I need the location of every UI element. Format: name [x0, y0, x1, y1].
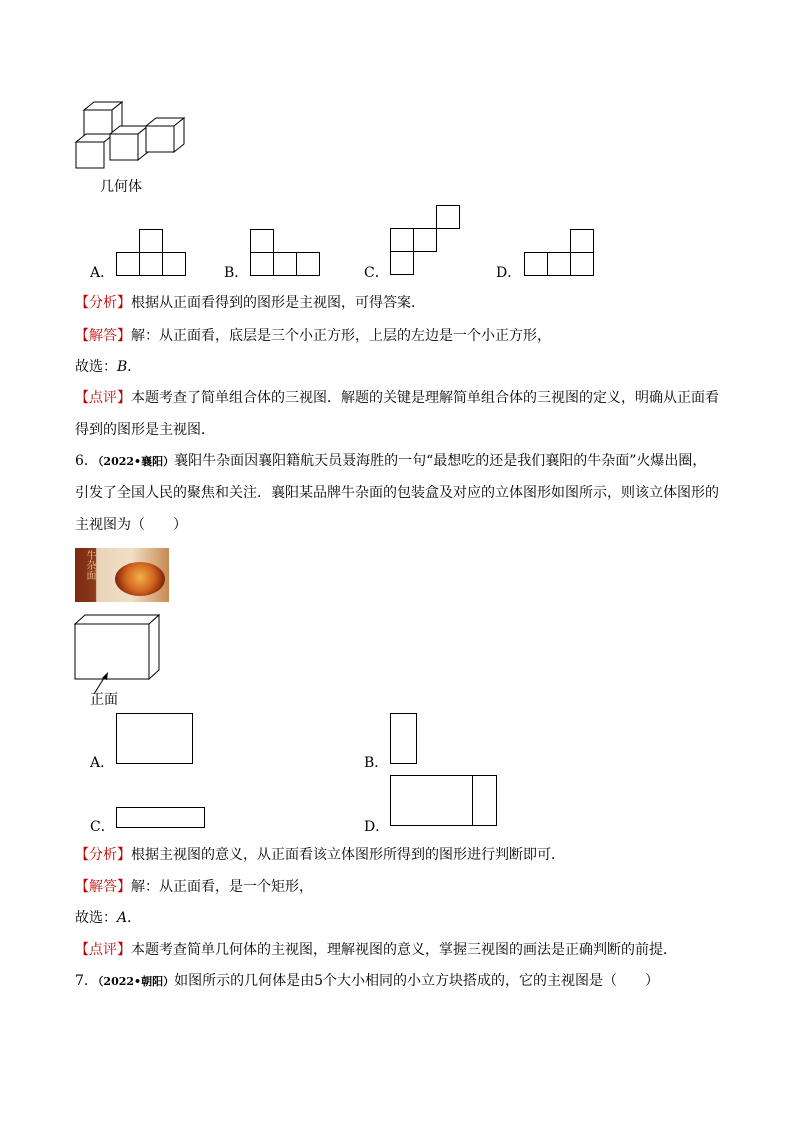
figure-caption: 几何体 — [100, 179, 142, 195]
choice-suffix: ． — [127, 910, 142, 926]
option-c-figure — [390, 205, 462, 277]
geometric-solid-figure — [70, 98, 190, 170]
front-caption: 正面 — [90, 692, 118, 708]
q5-comment-line2: 得到的图形是主视图． — [75, 422, 215, 438]
q6-stem-line2: 引发了全国人民的聚焦和关注．襄阳某品牌牛杂面的包装盒及对应的立体图形如图所示，则该立体图形的 — [75, 485, 719, 501]
choice-letter: A — [117, 910, 128, 926]
question-source: （2022•襄阳） — [97, 455, 175, 468]
option-b-label: B． — [224, 265, 249, 281]
question-number: 6． — [75, 453, 98, 469]
choice-prefix: 故选： — [75, 910, 117, 926]
option-c-label: C． — [90, 819, 115, 835]
option-a-figure — [116, 229, 188, 277]
q5-comment-line1 — [75, 389, 719, 407]
choice-letter: B — [117, 359, 128, 375]
analysis-tag: 【分析】 — [75, 847, 131, 863]
choice-prefix: 故选： — [75, 359, 117, 375]
answer-text: 解：从正面看，是一个矩形， — [131, 879, 313, 895]
stem-text: 如图所示的几何体是由5个大小相同的小立方块搭成的，它的主视图是（ ） — [174, 973, 659, 989]
option-b-figure — [250, 229, 322, 277]
analysis-text: 根据从正面看得到的图形是主视图，可得答案． — [131, 295, 425, 311]
answer-text: 解：从正面看，底层是三个小正方形，上层的左边是一个小正方形， — [131, 328, 551, 344]
option-d-label: D． — [364, 819, 390, 835]
stem-text: 襄阳牛杂面因襄阳籍航天员聂海胜的一句“最想吃的还是我们襄阳的牛杂面”火爆出圈， — [174, 453, 707, 469]
q5-answer — [75, 327, 551, 345]
package-title: 牛杂面 — [84, 550, 95, 580]
option-c-label: C． — [364, 265, 389, 281]
option-b-label: B． — [364, 755, 389, 771]
q6-choice — [75, 909, 141, 927]
noodle-package-image — [75, 548, 169, 602]
comment-text: 本题考查简单几何体的主视图，理解视图的意义，掌握三视图的画法是正确判断的前提． — [131, 942, 677, 958]
choice-suffix: ． — [127, 359, 142, 375]
comment-tag: 【点评】 — [75, 390, 131, 406]
answer-tag: 【解答】 — [75, 328, 131, 344]
answer-tag: 【解答】 — [75, 879, 131, 895]
option-a-label: A． — [90, 265, 115, 281]
q5-choice — [75, 358, 141, 376]
question-number: 7． — [75, 973, 98, 989]
noodle-bowl — [115, 562, 165, 596]
question-source: （2022•朝阳） — [97, 975, 175, 988]
option-d-label: D． — [496, 265, 522, 281]
analysis-tag: 【分析】 — [75, 295, 131, 311]
option-d-figure — [390, 775, 500, 829]
q6-stem-line1 — [75, 452, 706, 471]
q7-stem — [75, 972, 659, 991]
comment-text: 本题考查了简单组合体的三视图．解题的关键是理解简单组合体的三视图的定义，明确从正面看 — [131, 390, 719, 406]
comment-tag: 【点评】 — [75, 942, 131, 958]
cuboid-figure — [74, 614, 164, 686]
option-b-figure — [390, 713, 420, 767]
q6-answer — [75, 878, 313, 896]
analysis-text: 根据主视图的意义，从正面看该立体图形所得到的图形进行判断即可． — [131, 847, 565, 863]
q5-analysis — [75, 294, 425, 312]
option-a-label: A． — [90, 755, 115, 771]
q6-stem-line3: 主视图为（ ） — [75, 517, 187, 533]
option-d-figure — [524, 229, 596, 277]
option-c-figure — [116, 807, 208, 831]
q6-analysis — [75, 846, 565, 864]
q6-comment — [75, 941, 677, 959]
option-a-figure — [116, 713, 196, 767]
